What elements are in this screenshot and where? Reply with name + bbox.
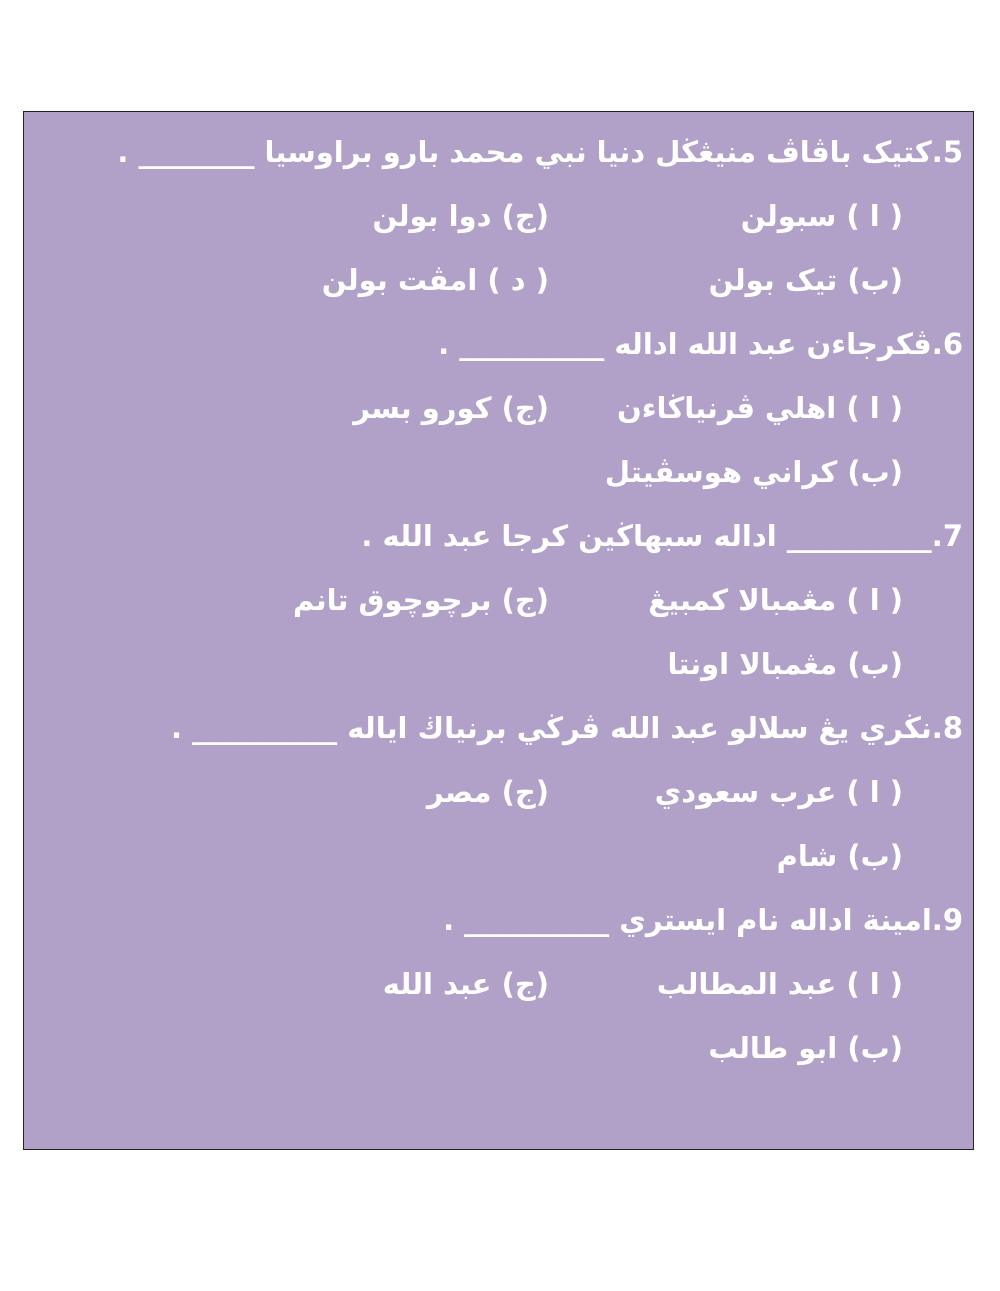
q9-option-c[interactable]: (ج) عبد الله: [382, 967, 549, 1001]
q5-option-d[interactable]: ( د ) امڤت بولن: [321, 263, 549, 297]
q9-option-a[interactable]: ( ا ) عبد المطالب: [656, 967, 903, 1001]
q7-option-a[interactable]: ( ا ) مڠمبالا كمبيڠ: [648, 583, 903, 617]
question-5: 5.كتيک باڤاڤ منيڠڬل دنيا نبي محمد بارو براوسيا ________ .: [117, 135, 963, 169]
q6-option-a[interactable]: ( ا ) اهلي ڤرنياڬاءن: [616, 391, 903, 425]
q8-option-b[interactable]: (ب) شام: [776, 839, 903, 873]
q5-option-a[interactable]: ( ا ) سبولن: [740, 199, 903, 233]
q6-option-b[interactable]: (ب) كراني هوسڤيتل: [604, 455, 903, 489]
q7-option-c[interactable]: (ج) برچوچوق تانم: [292, 583, 549, 617]
question-8: 8.نڬري يڠ سلالو عبد الله ڤرڬي برنياڬ اياله __________ .: [171, 711, 963, 745]
question-6: 6.ڤكرجاءن عبد الله اداله __________ .: [438, 327, 963, 361]
q7-option-b[interactable]: (ب) مڠمبالا اونتا: [667, 647, 903, 681]
q8-option-c[interactable]: (ج) مصر: [426, 775, 549, 809]
q6-option-c[interactable]: (ج) كورو بسر: [353, 391, 549, 425]
question-9: 9.امينة اداله نام ايستري __________ .: [443, 903, 963, 937]
question-7: 7.__________ اداله سبهاڬين كرجا عبد الله .: [361, 519, 963, 553]
q5-option-b[interactable]: (ب) تيک بولن: [708, 263, 903, 297]
q9-option-b[interactable]: (ب) ابو طالب: [708, 1031, 903, 1065]
worksheet-panel: [23, 111, 974, 1150]
q5-option-c[interactable]: (ج) دوا بولن: [372, 199, 549, 233]
q8-option-a[interactable]: ( ا ) عرب سعودي: [654, 775, 903, 809]
